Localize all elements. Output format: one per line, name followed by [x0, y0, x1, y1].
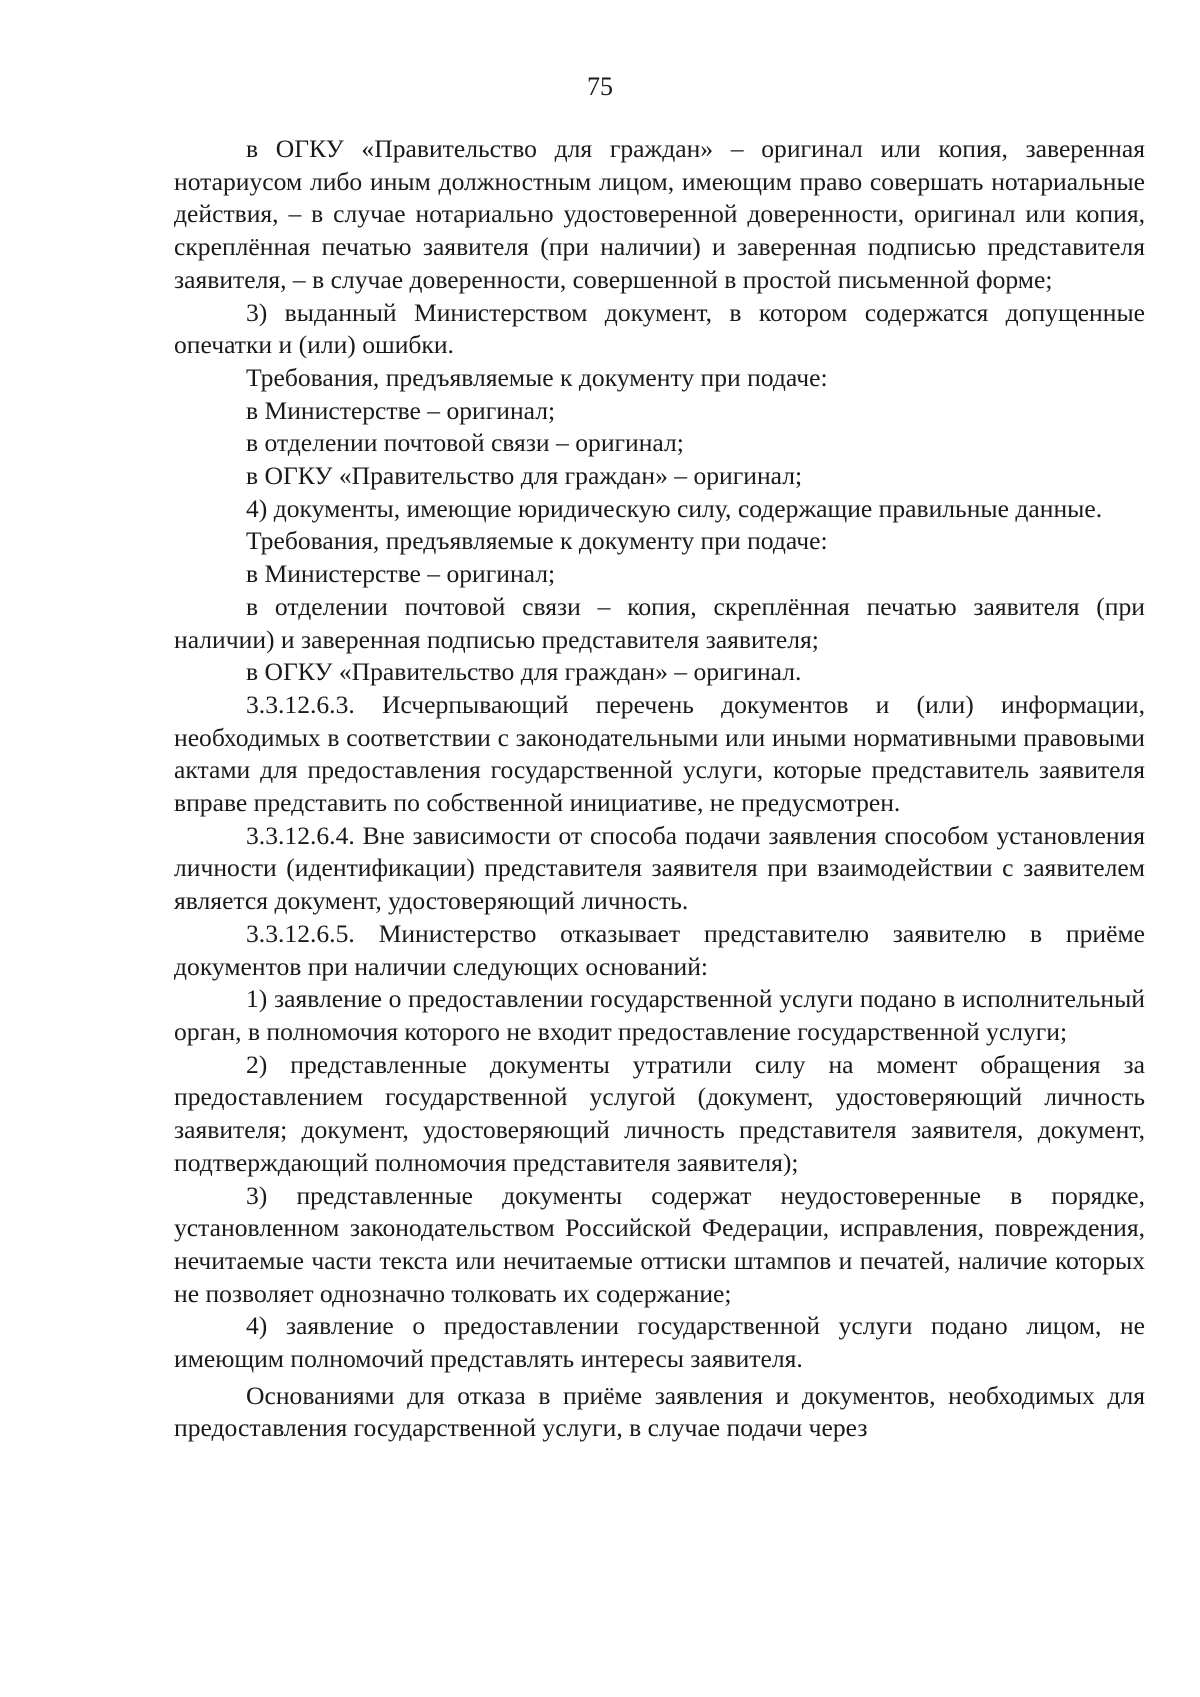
paragraph: в ОГКУ «Правительство для граждан» – оригинал;	[246, 461, 803, 491]
paragraph: 4) заявление о предоставлении государственной услуги подано лицом, не имеющим полномочий представлять интересы заявителя.	[174, 1311, 1145, 1374]
paragraph: в Министерстве – оригинал;	[246, 395, 556, 425]
paragraph: 4) документы, имеющие юридическую силу, содержащие правильные данные.	[246, 493, 1103, 523]
paragraph: 3.3.12.6.5. Министерство отказывает представителю заявителю в приёме документов при наличии следующих оснований:	[174, 918, 1145, 981]
paragraph: в ОГКУ «Правительство для граждан» – оригинал.	[246, 657, 802, 687]
document-body	[174, 133, 1145, 1445]
page-number: 75	[587, 72, 613, 101]
paragraph: в отделении почтовой связи – копия, скреплённая печатью заявителя (при наличии) и заверенная подписью представителя заявителя;	[174, 591, 1145, 654]
paragraph: 1) заявление о предоставлении государственной услуги подано в исполнительный орган, в полномочия которого не входит предоставление государственной услуги;	[174, 984, 1145, 1046]
paragraph: в отделении почтовой связи – оригинал;	[246, 428, 684, 458]
paragraph: в Министерстве – оригинал;	[246, 559, 556, 589]
paragraph: 3) выданный Министерством документ, в котором содержатся допущенные опечатки и (или) ошибки.	[174, 297, 1145, 360]
paragraph: Основаниями для отказа в приёме заявления и документов, необходимых для предоставления государственной услуги, в случае подачи через	[174, 1380, 1145, 1443]
paragraph: 3) представленные документы содержат неудостоверенные в порядке, установленном законодательством Российской Федерации, исправления, повреждения, нечитаемые части текста или нечитаемые оттиски штампов и печатей, наличие которых не позволяет однозначно толковать их содержание;	[174, 1180, 1145, 1308]
paragraph: Требования, предъявляемые к документу при подаче:	[246, 362, 828, 392]
paragraph: 3.3.12.6.4. Вне зависимости от способа подачи заявления способом установления личности (идентификации) представителя заявителя при взаимодействии с заявителем является документ, удостоверяющий личность.	[174, 820, 1145, 916]
paragraph: 2) представленные документы утратили силу на момент обращения за предоставлением государственной услугой (документ, удостоверяющий личность заявителя; документ, удостоверяющий личность представителя заявителя, документ, подтверждающий полномочия представителя заявителя);	[174, 1049, 1145, 1177]
paragraph: 3.3.12.6.3. Исчерпывающий перечень документов и (или) информации, необходимых в соответствии с законодательными или иными нормативными правовыми актами для предоставления государственной услуги, которые представитель заявителя вправе представить по собственной инициативе, не предусмотрен.	[174, 689, 1145, 818]
paragraph: Требования, предъявляемые к документу при подаче:	[246, 526, 828, 556]
paragraph: в ОГКУ «Правительство для граждан» – оригинал или копия, заверенная нотариусом либо иным должностным лицом, имеющим право совершать нотариальные действия, – в случае нотариально удостоверенной доверенности, оригинал или копия, скреплённая печатью заявителя (при наличии) и заверенная подписью представителя заявителя, – в случае доверенности, совершенной в простой письменной форме;	[174, 134, 1145, 294]
